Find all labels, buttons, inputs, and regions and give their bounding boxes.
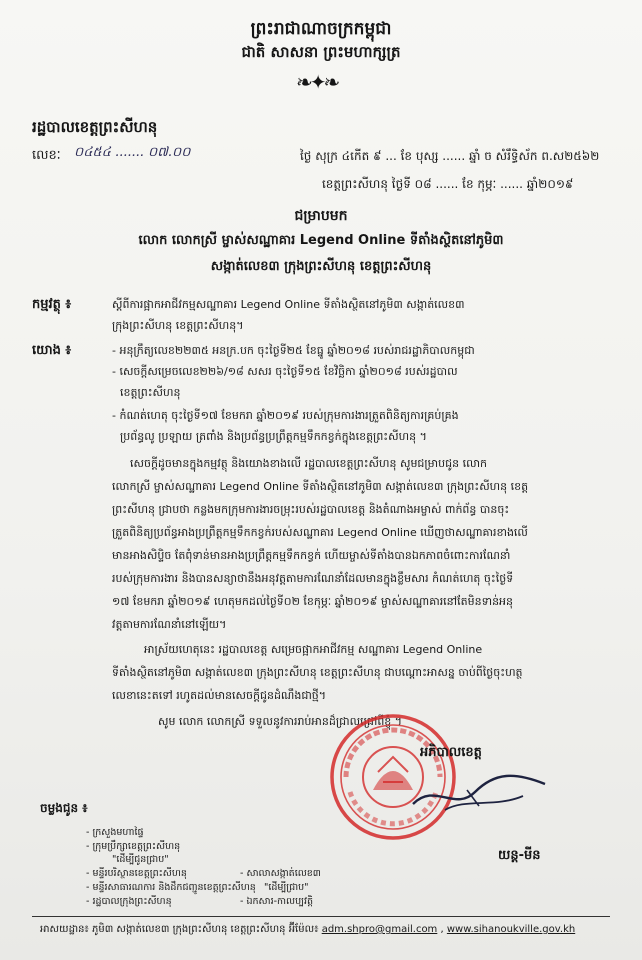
footer-website-link[interactable]: www.sihanoukville.gov.kh [446,924,576,935]
recipient-line-2: សង្កាត់លេខ៣ ក្រុងព្រះសីហនុ ខេត្តព្រះសីហនុ [210,259,432,274]
reference-number-label: លេខៈ [32,148,61,163]
reference-item: - កំណត់ហេតុ ចុះថ្ងៃទី១៧ ខែមករា ឆ្នាំ២០១៩ របស់ក្រុមការងារត្រួតពិនិត្យការគ្រប់គ្រង [112,409,459,422]
footer-contact [40,922,575,937]
reference-number-value: ០៤៥៤ ....... ០៧.០០ [74,145,191,160]
body-line: ព្រះសីហនុ ជ្រាបថា កន្លងមកក្រុមការងារចម្រុះរបស់រដ្ឋបាលខេត្ត និងតំណាងអម្ចាស់ ពាក់ព័ន្ធ បានចុះ [112,503,510,516]
reference-item: - សេចក្តីសម្រេចលេខ២២៦/១៨ សសរ ចុះថ្ងៃទី១៥ ខែវិច្ឆិកា ឆ្នាំ២០១៨ របស់រដ្ឋបាល [112,365,458,378]
recipient-line-1: លោក លោកស្រី ម្ចាស់សណ្ឋាគារ Legend Online ទីតាំងស្ថិតនៅភូមិ៣ [138,233,504,248]
body-line: ទីតាំងស្ថិតនៅភូមិ៣ សង្កាត់លេខ៣ ក្រុងព្រះសីហនុ ខេត្តព្រះសីហនុ ជាបណ្តោះអាសន្ន ចាប់ពីថ្ងៃចុះហត្ថ [112,666,523,679]
subject-label: កម្មវត្ថុ ៖ [32,297,72,312]
reference-item: ប្រព័ន្ធលូ ប្រឡាយ ត្រពាំង និងប្រព័ន្ធប្រព្រឹត្តកម្មទឹកកខ្វក់ក្នុងខេត្តព្រះសីហនុ ។ [120,430,427,443]
national-motto: ជាតិ សាសនា ព្រះមហាក្សត្រ [241,43,401,61]
kingdom-heading: ព្រះរាជាណាចក្រកម្ពុជា [250,19,392,39]
footer-divider [32,916,610,917]
cc-item: - មន្ទីរបរិស្ថានខេត្តព្រះសីហនុ [86,868,187,879]
lunar-date-line: ថ្ងៃ សុក្រ ៤កើត ៩ ... ខែ បុស្ស ...... ឆ្នាំ ច សំរឹទ្ធិស័ក ព.ស២៥៦២ [300,149,600,163]
cc-item: - មន្ទីរសាធារណការ និងដឹកជញ្ជូនខេត្តព្រះសីហនុ [86,882,256,893]
body-line: ១៧ ខែមករា ឆ្នាំ២០១៩ ហេតុមកដល់ថ្ងៃទី០២ ខែកុម្ភៈ ឆ្នាំ២០១៩ ម្ចាស់សណ្ឋាគារនៅតែមិនទាន់អនុ [112,595,514,608]
cc-item: - រដ្ឋបាលក្រុងព្រះសីហនុ [86,896,172,907]
body-line: លោកស្រី ម្ចាស់សណ្ឋាគារ Legend Online ទីតាំងស្ថិតនៅភូមិ៣ សង្កាត់លេខ៣ ក្រុងព្រះសីហនុ ខេត្ត [112,480,529,493]
issuing-administration: រដ្ឋបាលខេត្តព្រះសីហនុ [32,118,158,136]
reference-item: - អនុក្រឹត្យលេខ២២៣៥ អនក្រ.បក ចុះថ្ងៃទី២៥ ខែធ្នូ ឆ្នាំ២០១៨ របស់រាជរដ្ឋាភិបាលកម្ពុជា [112,344,475,357]
body-line: សេចក្តីដូចមានក្នុងកម្មវត្ថុ និងយោងខាងលើ រដ្ឋបាលខេត្តព្រះសីហនុ សូមជម្រាបជូន លោក [130,457,488,470]
solar-date-line: ខេត្តព្រះសីហនុ ថ្ងៃទី ០៨ ...... ខែ កុម្ភៈ ...... ឆ្នាំ២០១៩ [322,177,574,191]
signer-title: អភិបាលខេត្ត [420,745,482,760]
cc-item: "ដើម្បីជ្រាប" [264,882,309,893]
cc-item: "ដើម្បីជូនជ្រាប" [112,854,169,865]
subject-line: ក្រុងព្រះសីហនុ ខេត្តព្រះសីហនុ។ [112,319,244,332]
footer-address: អាសយដ្ឋាន៖ ភូមិ៣ សង្កាត់លេខ៣ ក្រុងព្រះសីហនុ ខេត្តព្រះសីហនុ អ៊ីម៉ែល៖ [40,924,319,935]
notice-heading: ជម្រាបមក [294,208,348,224]
body-line: មានអាងសិប្ទិច តែពុំទាន់មានអាងប្រព្រឹត្តកម្មទឹកកខ្វក់ ហើយម្ចាស់ទីតាំងបានឯកភាពចំពោះការណែនាំ [112,549,511,562]
body-line: លេខានេះតទៅ រហូតដល់មានសេចក្តីជូនដំណឹងជាថ្មី។ [112,689,327,702]
handwritten-signature-icon [405,762,555,822]
signer-name: យន្ត-មីន [498,848,541,863]
cc-heading: ចម្លងជូន ៖ [40,801,88,815]
body-line: វត្តតាមការណែនាំនៅឡើយ។ [112,618,227,631]
subject-line: ស្តីពីការផ្អាកអាជីវកម្មសណ្ឋាគារ Legend Online ទីតាំងស្ថិតនៅភូមិ៣ សង្កាត់លេខ៣ [112,298,465,311]
body-line: របស់ក្រុមការងារ និងបានសន្យាថានឹងអនុវត្តតាមការណែនាំដែលមានក្នុងខ្លឹមសារ កំណត់ហេតុ ចុះថ្ងៃទី [112,572,514,585]
cc-item: - ក្រុមប្រឹក្សាខេត្តព្រះសីហនុ [86,841,181,852]
cc-item: - សាលាសង្កាត់លេខ៣ [240,868,321,879]
footer-separator: , [437,924,447,935]
cc-item: - ឯកសារ-កាលប្បវត្តិ [240,896,314,907]
footer-email-link[interactable]: adm.shpro@gmail.com [321,924,438,935]
ornament-divider-icon: ❧✦❧ [296,70,338,94]
reference-item: ខេត្តព្រះសីហនុ [120,386,181,399]
body-line: ត្រួតពិនិត្យប្រព័ន្ធអាងប្រព្រឹត្តកម្មទឹកកខ្វក់របស់សណ្ឋាគារ Legend Online ឃើញថាសណ្ឋាគារខាងលើ [112,526,528,539]
closing-line: សូម លោក លោកស្រី ទទួលនូវការរាប់អានដ៏ជ្រាលជ្រៅពីខ្ញុំ ។ [158,715,403,728]
cc-item: - ក្រសួងមហាផ្ទៃ [86,827,144,838]
reference-label: យោង ៖ [32,343,72,358]
body-line: អាស្រ័យហេតុនេះ រដ្ឋបាលខេត្ត សម្រេចផ្អាកអាជីវកម្ម សណ្ឋាគារ Legend Online [144,643,483,656]
